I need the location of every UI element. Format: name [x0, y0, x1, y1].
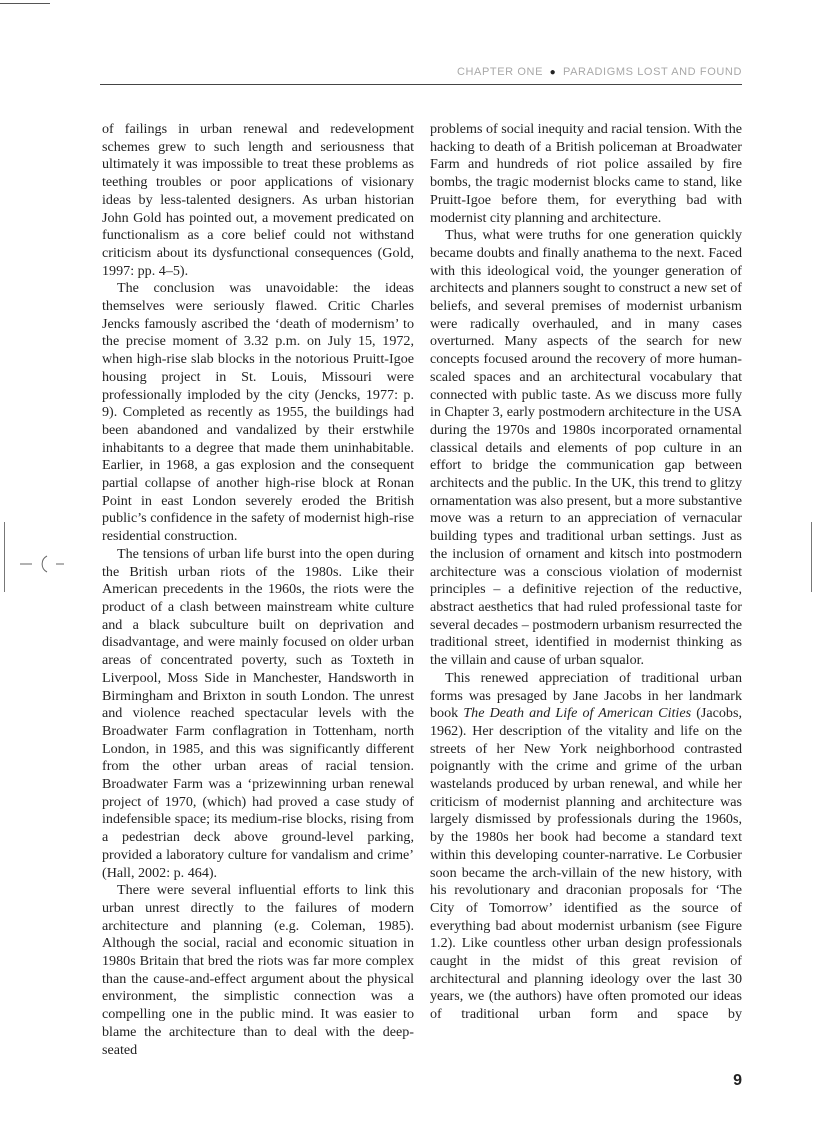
- paragraph-text: This renewed appreciation of traditional urban forms was presaged by Jane Jacobs in her landmark book: [430, 669, 742, 722]
- body-columns: [102, 121, 742, 1059]
- paragraph: problems of social inequity and racial tension. With the hacking to death of a British policeman at Broadwater Farm and hundreds of riot police assailed by fire bombs, the tragic modernist blocks came to stand, like Pruitt-Igoe before them, for everything bad with modernist city planning and architecture.: [430, 121, 742, 226]
- paragraph: of failings in urban renewal and redevelopment schemes grew to such length and seriousness that ultimately it was impossible to treat these problems as teething troubles or poor applications of visionary ideas by less-talented designers. As urban historian John Gold has pointed out, a movement predicated on functionalism as a core belief could not withstand criticism about its dysfunctional consequences (Gold, 1997: pp. 4–5).: [102, 121, 414, 279]
- paragraph-text: (Jacobs, 1962). Her description of the vitality and life on the streets of her New York neighborhood contrasted poignantly with the crime and grime of the urban wastelands produced by urban renewal, and while her criticism of modernist planning and architecture was largely dismissed by professionals during the 1960s, by the 1980s her book had become a standard text within this developing counter-narrative. Le Corbusier soon became the arch-villain of the new history, with his revolutionary and draconian proposals for ‘The City of Tomorrow’ identified as the source of everything bad about modernist urbanism (see Figure 1.2). Like countless other urban design professionals caught in the midst of this great revision of architectural and planning ideology over the last 30 years, we (the authors) have often promoted our ideas of traditional urban form and space by: [430, 705, 742, 1023]
- page-number: 9: [733, 1072, 742, 1089]
- left-column: [102, 121, 414, 1059]
- bullet-separator-icon: ●: [549, 67, 557, 78]
- book-title: The Death and Life of American Cities: [463, 705, 692, 722]
- paragraph: The tensions of urban life burst into the open during the British urban riots of the 1980s. Like their American precedents in the 1960s, the riots were the product of a clash between mainstream white culture and a black subculture built on deprivation and disadvantage, and were mainly focused on older urban areas of concentrated poverty, such as Toxteth in Liverpool, Moss Side in Manchester, Handsworth in Birmingham and Brixton in south London. The unrest and violence reached spectacular levels with the Broadwater Farm conflagration in Tottenham, north London, in 1985, and this was significantly different from the other urban areas of racial tension. Broadwater Farm was a ‘prizewinning urban renewal project of 1970, (which) had proved a case study of indefensible space; its medium-rise blocks, rising from a pedestrian deck above ground-level parking, provided a laboratory culture for vandalism and crime’ (Hall, 2002: p. 464).: [102, 545, 414, 881]
- paragraph: [430, 670, 742, 1024]
- running-head: [100, 66, 742, 84]
- header-rule: [100, 84, 742, 85]
- crop-mark-left: [4, 522, 5, 592]
- crop-mark-top: [0, 3, 50, 4]
- running-head-title: PARADIGMS LOST AND FOUND: [562, 66, 742, 78]
- right-column: [430, 121, 742, 1059]
- paragraph: The conclusion was unavoidable: the ideas themselves were seriously flawed. Critic Charles Jencks famously ascribed the ‘death of modernism’ to the precise moment of 3.32 p.m. on July 15, 1972, when high-rise slab blocks in the notorious Pruitt-Igoe housing project in St. Louis, Missouri were professionally imploded by the city (Jencks, 1977: p. 9). Completed as recently as 1955, the buildings had been abandoned and vandalized by their erstwhile inhabitants to a degree that made them uninhabitable. Earlier, in 1968, a gas explosion and the consequent partial collapse of another high-rise block at Ronan Point in east London severely eroded the British public’s confidence in the safety of modernist high-rise residential construction.: [102, 280, 414, 545]
- paragraph: Thus, what were truths for one generation quickly became doubts and finally anathema to the next. Faced with this ideological void, the younger generation of architects and planners sought to construct a new set of beliefs, and several premises of modernist urbanism were radically overhauled, and in many cases overturned. Many aspects of the search for new concepts focused around the recovery of more human-scaled spaces and an architectural vocabulary that connected with public taste. As we discuss more fully in Chapter 3, early postmodern architecture in the USA during the 1970s and 1980s incorporated ornamental classical details and elements of pop culture in an effort to bridge the communication gap between architects and the public. In the UK, this trend to glitzy ornamentation was also present, but a more substantive move was a return to an appreciation of vernacular building types and traditional urban settings. Just as the inclusion of ornament and kitsch into postmodern architecture was a conscious violation of modernist principles – a definitive rejection of the reductive, abstract aesthetics that had ruled professional taste for several decades – postmodern urbanism resurrected the traditional street, identified in modernist thinking as the villain and cause of urban squalor.: [430, 227, 742, 669]
- registration-mark-icon: [20, 552, 70, 576]
- running-head-chapter: CHAPTER ONE: [456, 66, 544, 78]
- crop-mark-right: [811, 522, 812, 592]
- paragraph: There were several influential efforts to link this urban unrest directly to the failures of modern architecture and planning (e.g. Coleman, 1985). Although the social, racial and economic situation in 1980s Britain that bred the riots was far more complex than the cause-and-effect argument about the physical environment, the simplistic connection was a compelling one in the public mind. It was easier to blame the architecture than to deal with the deep-seated: [102, 882, 414, 1058]
